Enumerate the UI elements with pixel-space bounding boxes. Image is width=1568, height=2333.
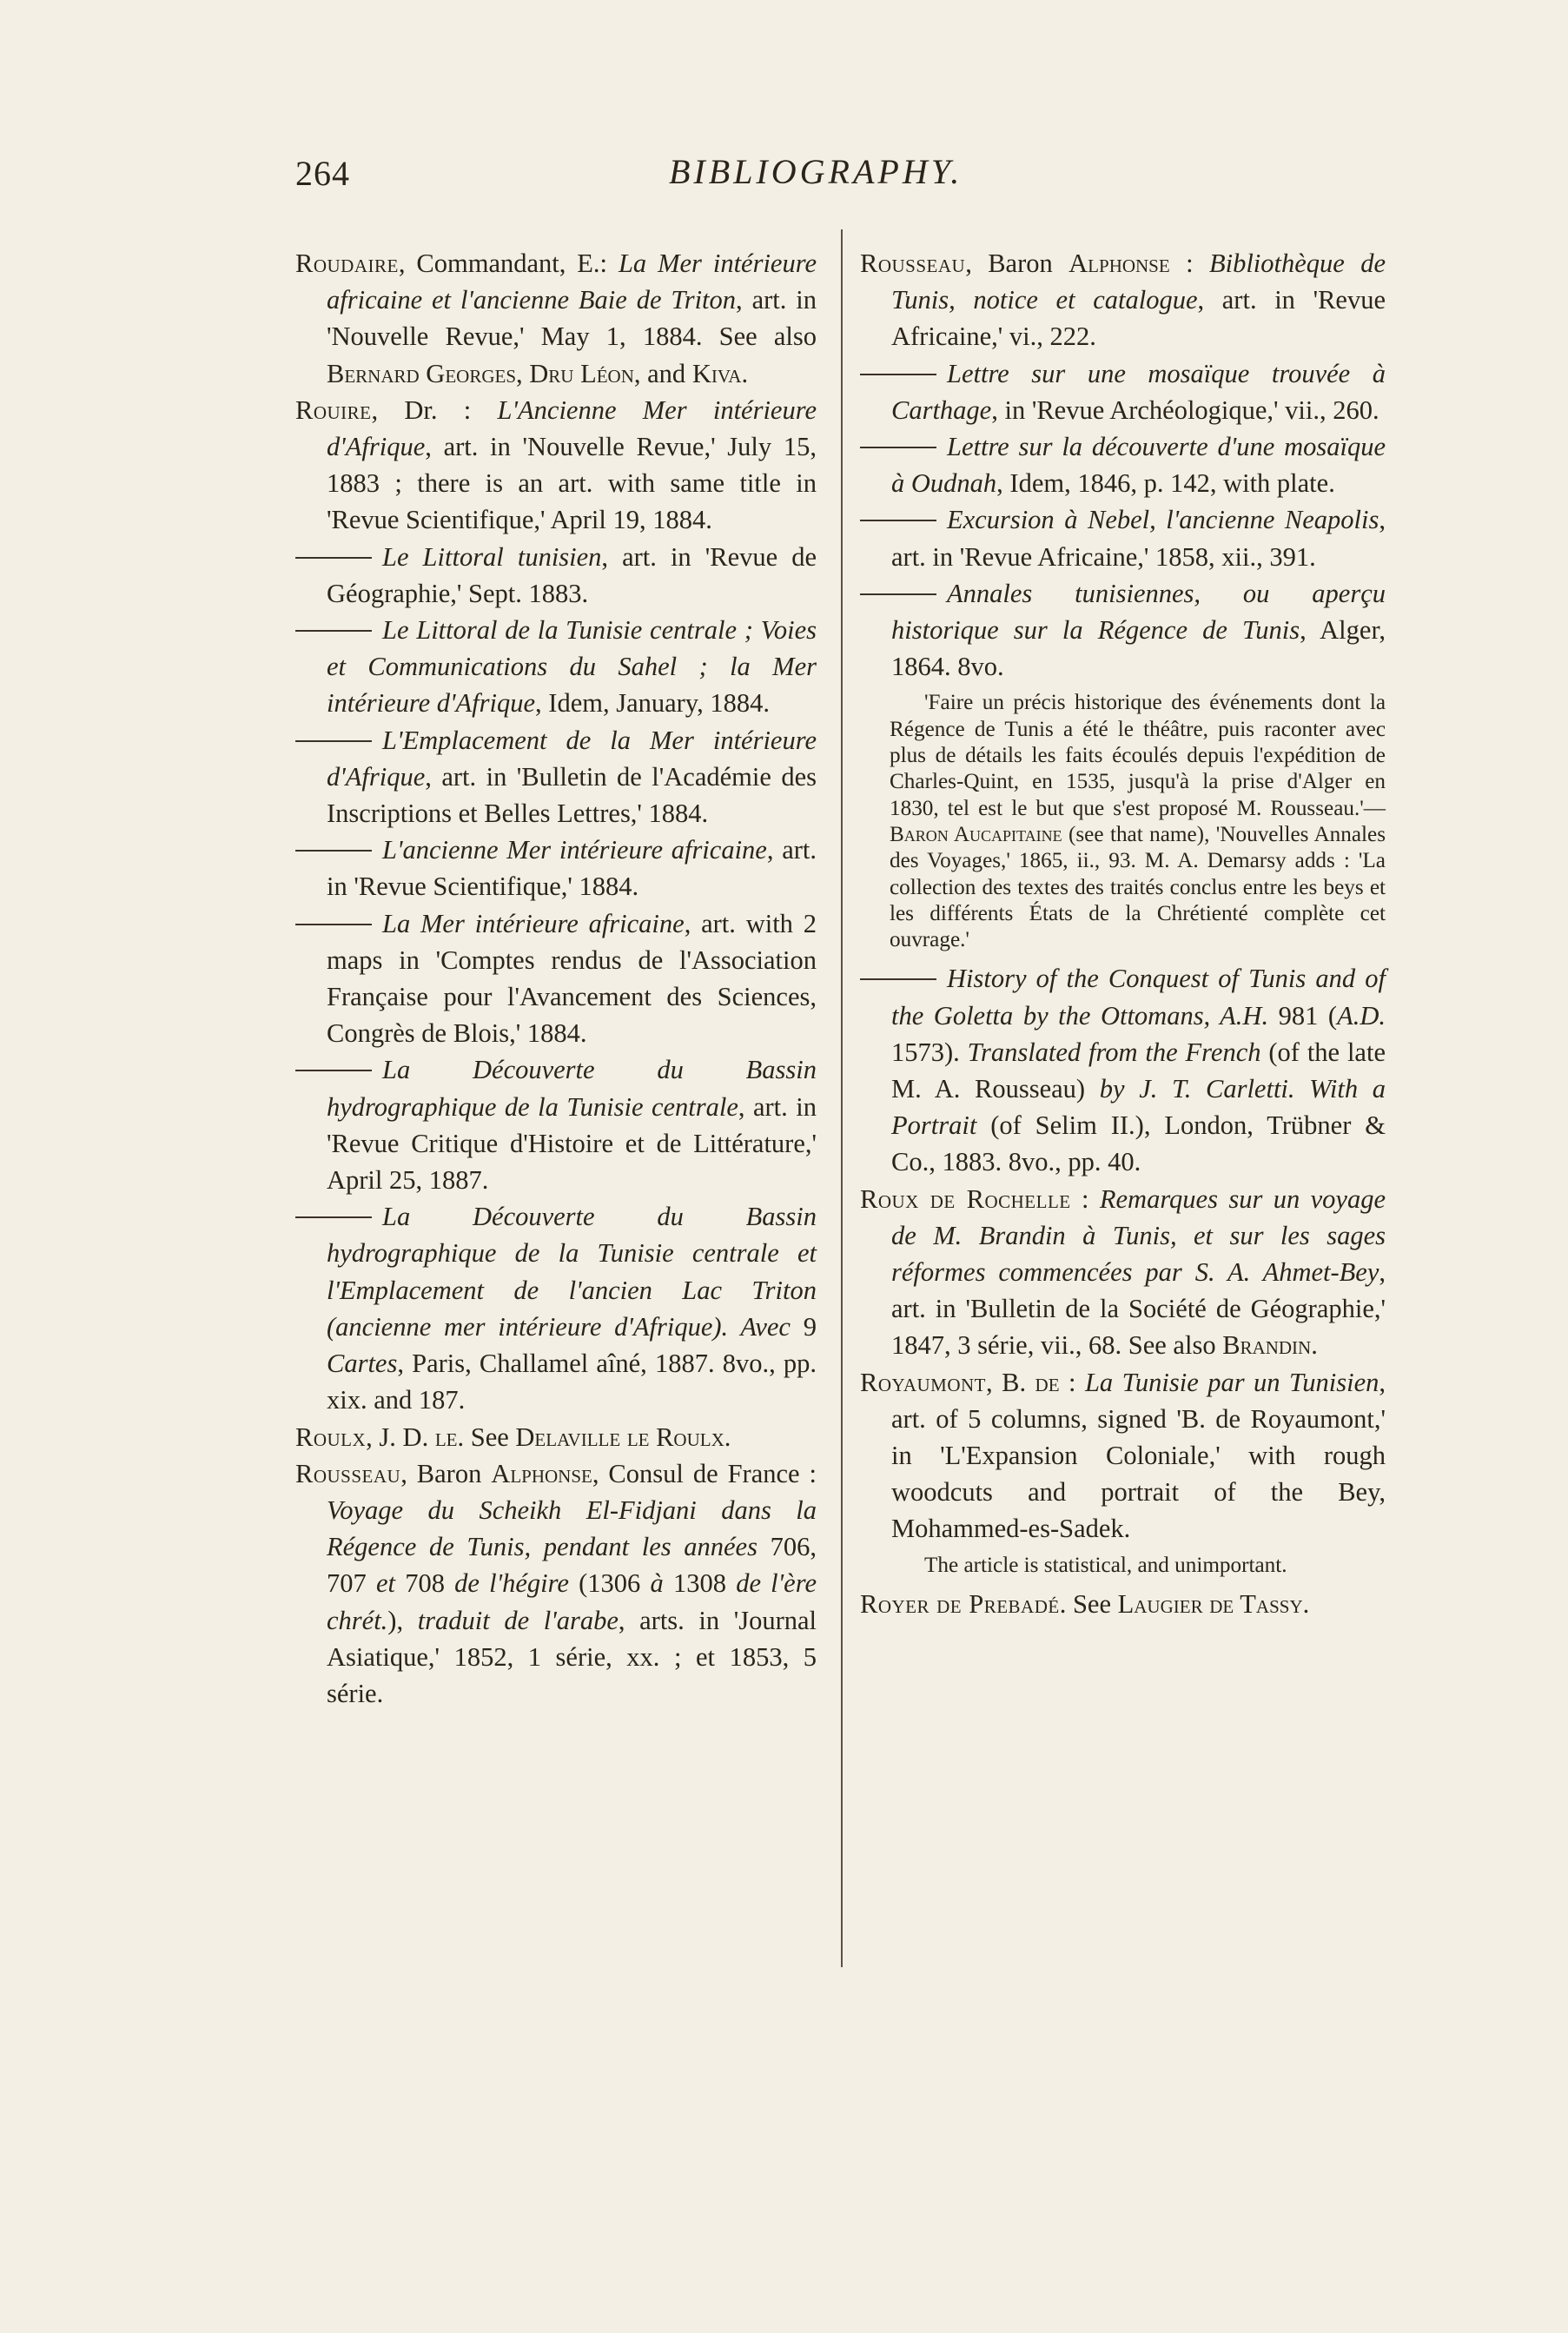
bibliography-entry: Royaumont, B. de : La Tunisie par un Tunisien, art. of 5 columns, signed 'B. de Royaumont,' in 'L'Expansion Coloniale,' with rough woodcuts and portrait of the Bey, Mohammed-es-Sadek. [860, 1367, 1386, 1544]
bibliography-entry: History of the Conquest of Tunis and of the Goletta by the Ottomans, A.H. 981 (A.D. 1573). Translated from the French (of the late M. A. Rousseau) by J. T. Carletti. With a Portrait (of Selim II.), London, Trübner & Co., 1883. 8vo., pp. 40. [860, 960, 1386, 1180]
right-column [860, 245, 1386, 1622]
bibliography-entry: Annales tunisiennes, ou aperçu historique sur la Régence de Tunis, Alger, 1864. 8vo. [860, 575, 1386, 686]
bibliography-entry: Rousseau, Baron Alphonse, Consul de France : Voyage du Scheikh El-Fidjani dans la Régence de Tunis, pendant les années 706, 707 et 708 de l'hégire (1306 à 1308 de l'ère chrét.), traduit de l'arabe, arts. in 'Journal Asiatique,' 1852, 1 série, xx. ; et 1853, 5 série. [295, 1458, 817, 1708]
bibliography-entry: Royer de Prebadé. See Laugier de Tassy. [860, 1588, 1310, 1619]
ditto-dash [860, 978, 936, 980]
page-title: BIBLIOGRAPHY. [669, 152, 963, 191]
entry-note: 'Faire un précis historique des événements dont la Régence de Tunis a été le théâtre, puis raconter avec plus de détails les faits écoulés depuis l'expédition de Charles-Quint, en 1535, jusqu'à la prise d'Alger en 1830, tel est le but que s'est proposé M. Rousseau.'—Baron Aucapitaine (see that name), 'Nouvelles Annales des Voyages,' 1865, ii., 93. M. A. Demarsy adds : 'La collection des textes des traités conclus entre les beys et les différents États de la Chrétienté complète cet ouvrage.' [890, 691, 1386, 952]
left-column [295, 245, 817, 1712]
ditto-dash [295, 924, 372, 925]
ditto-dash [860, 520, 936, 521]
bibliography-entry: L'Emplacement de la Mer intérieure d'Afrique, art. in 'Bulletin de l'Académie des Inscriptions et Belles Lettres,' 1884. [295, 722, 817, 832]
ditto-dash [295, 630, 372, 632]
bibliography-entry: Roudaire, Commandant, E.: La Mer intérieure africaine et l'ancienne Baie de Triton, art. in 'Nouvelle Revue,' May 1, 1884. See also Bernard Georges, Dru Léon, and Kiva. [295, 249, 817, 388]
ditto-dash [295, 740, 372, 742]
bibliography-entry: La Découverte du Bassin hydrographique de la Tunisie centrale et l'Emplacement de l'ancien Lac Triton (ancienne mer intérieure d'Afrique). Avec 9 Cartes, Paris, Challamel aîné, 1887. 8vo., pp. xix. and 187. [295, 1198, 817, 1418]
bibliography-entry: La Mer intérieure africaine, art. with 2 maps in 'Comptes rendus de l'Association Française pour l'Avancement des Sciences, Congrès de Blois,' 1884. [295, 905, 817, 1052]
ditto-dash [295, 557, 372, 559]
ditto-dash [295, 1216, 372, 1218]
bibliography-entry: La Découverte du Bassin hydrographique de la Tunisie centrale, art. in 'Revue Critique d'Histoire et de Littérature,' April 25, 1887. [295, 1051, 817, 1198]
bibliography-entry: Lettre sur la découverte d'une mosaïque à Oudnah, Idem, 1846, p. 142, with plate. [860, 428, 1386, 501]
column-divider [841, 229, 843, 1967]
bibliography-entry: Roulx, J. D. le. See Delaville le Roulx. [295, 1422, 731, 1452]
ditto-dash [860, 374, 936, 375]
ditto-dash [295, 1070, 372, 1071]
bibliography-entry: Le Littoral tunisien, art. in 'Revue de Géographie,' Sept. 1883. [295, 539, 817, 612]
ditto-dash [860, 447, 936, 448]
bibliography-entry: Lettre sur une mosaïque trouvée à Carthage, in 'Revue Archéologique,' vii., 260. [860, 355, 1386, 428]
page-number: 264 [295, 154, 350, 193]
bibliography-entry: Le Littoral de la Tunisie centrale ; Voies et Communications du Sahel ; la Mer intérieure d'Afrique, Idem, January, 1884. [295, 612, 817, 722]
bibliography-entry: Excursion à Nebel, l'ancienne Neapolis, art. in 'Revue Africaine,' 1858, xii., 391. [860, 501, 1386, 574]
ditto-dash [860, 593, 936, 595]
ditto-dash [295, 850, 372, 852]
entry-note: The article is statistical, and unimportant. [924, 1553, 1287, 1577]
bibliography-entry: Rousseau, Baron Alphonse : Bibliothèque de Tunis, notice et catalogue, art. in 'Revue Africaine,' vi., 222. [860, 249, 1386, 352]
bibliography-entry: Rouire, Dr. : L'Ancienne Mer intérieure d'Afrique, art. in 'Nouvelle Revue,' July 15, 1883 ; there is an art. with same title in 'Revue Scientifique,' April 19, 1884. [295, 394, 817, 535]
bibliography-entry: Roux de Rochelle : Remarques sur un voyage de M. Brandin à Tunis, et sur les sages réformes commencées par S. A. Ahmet-Bey, art. in 'Bulletin de la Société de Géographie,' 1847, 3 série, vii., 68. See also Brandin. [860, 1183, 1386, 1361]
bibliography-entry: L'ancienne Mer intérieure africaine, art. in 'Revue Scientifique,' 1884. [295, 832, 817, 905]
